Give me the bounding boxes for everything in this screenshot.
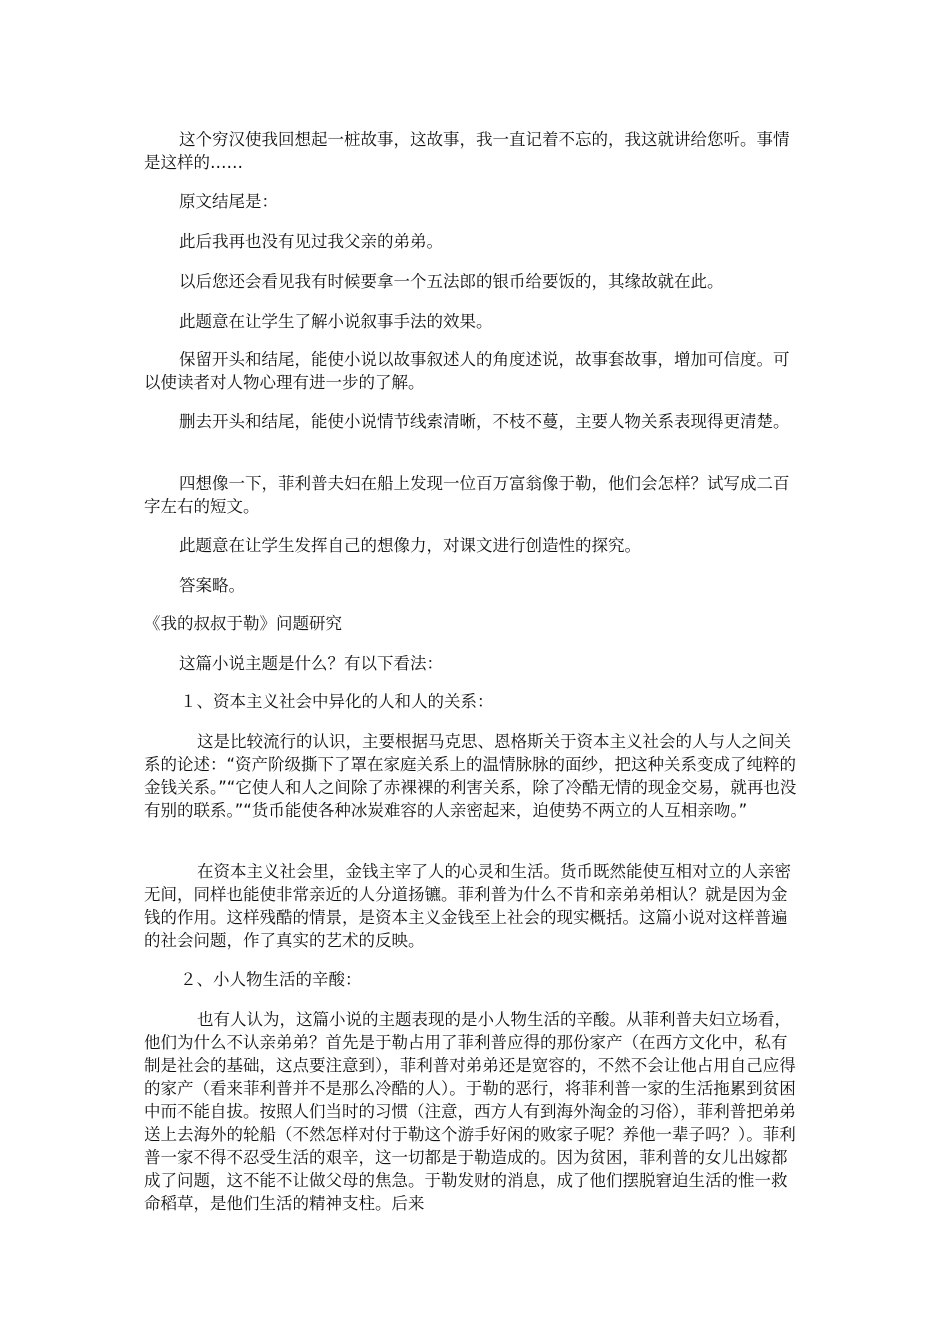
paragraph-keep-ending: 保留开头和结尾，能使小说以故事叙述人的角度述说，故事套故事，增加可信度。可以使读者对人物心理有进一步的了解。 — [144, 350, 790, 392]
paragraph-capitalism-money: 在资本主义社会里，金钱主宰了人的心灵和生活。货币既然能使互相对立的人亲密无间，同样也能使非常亲近的人分道扬镳。菲利普为什么不肯和亲弟弟相认？就是因为金钱的作用。这样残酷的情景，是资本主义金钱至上社会的现实概括。这篇小说对这样普遍的社会问题，作了真实的艺术的反映。 — [144, 862, 791, 950]
subheading-point-two: ２、小人物生活的辛酸： — [180, 970, 362, 989]
paragraph-question-four: 四想像一下，菲利普夫妇在船上发现一位百万富翁像于勒，他们会怎样？试写成二百字左右的短文。 — [144, 474, 790, 516]
paragraph-point-two-detail: 也有人认为，这篇小说的主题表现的是小人物生活的辛酸。从菲利普夫妇立场看，他们为什么不认亲弟弟？首先是于勒占用了菲利普应得的那份家产（在西方文化中，私有制是社会的基础，这点要注意到），菲利普对弟弟还是宽容的，不然不会让他占用自己应得的家产（看来菲利普并不是那么冷酷的人）。于勒的恶行，将菲利普一家的生活拖累到贫困中而不能自拔。按照人们当时的习惯（注意，西方人有到海外淘金的习俗），菲利普把弟弟送上去海外的轮船（不然怎样对付于勒这个游手好闲的败家子呢？养他一辈子吗？）。菲利普一家不得不忍受生活的艰辛，这一切都是于勒造成的。因为贫困，菲利普的女儿出嫁都成了问题，这不能不让做父母的焦急。于勒发财的消息，成了他们摆脱窘迫生活的惟一救命稻草，是他们生活的精神支柱。后来 — [144, 1010, 796, 1213]
paragraph-ending-line-1: 此后我再也没有见过我父亲的弟弟。 — [179, 232, 443, 251]
paragraph-remove-ending: 删去开头和结尾，能使小说情节线索清晰，不枝不蔓，主要人物关系表现得更清楚。 — [179, 412, 790, 431]
section-heading: 《我的叔叔于勒》问题研究 — [144, 614, 342, 633]
subheading-point-one: １、资本主义社会中异化的人和人的关系： — [180, 692, 494, 711]
paragraph-answer-omitted: 答案略。 — [179, 576, 245, 595]
paragraph-intent-imagination: 此题意在让学生发挥自己的想像力，对课文进行创造性的探究。 — [179, 536, 641, 555]
paragraph-point-one-detail: 这是比较流行的认识，主要根据马克思、恩格斯关于资本主义社会的人与人之间关系的论述：“资产阶级撕下了罩在家庭关系上的温情脉脉的面纱，把这种关系变成了纯粹的金钱关系。”“它使人和人之间除了赤裸裸的利害关系，除了冷酷无情的现金交易，就再也没有别的联系。”“货币能使各种冰炭难容的人亲密起来，迫使势不两立的人互相亲吻。” — [144, 732, 797, 820]
paragraph-intent-narrative: 此题意在让学生了解小说叙事手法的效果。 — [179, 312, 493, 331]
paragraph-story-intro: 这个穷汉使我回想起一桩故事，这故事，我一直记着不忘的，我这就讲给您听。事情是这样的…… — [144, 130, 790, 172]
paragraph-theme-question: 这篇小说主题是什么？有以下看法： — [179, 654, 443, 673]
paragraph-ending-line-2: 以后您还会看见我有时候要拿一个五法郎的银币给要饭的，其缘故就在此。 — [179, 272, 724, 291]
paragraph-original-ending-label: 原文结尾是： — [179, 192, 278, 211]
